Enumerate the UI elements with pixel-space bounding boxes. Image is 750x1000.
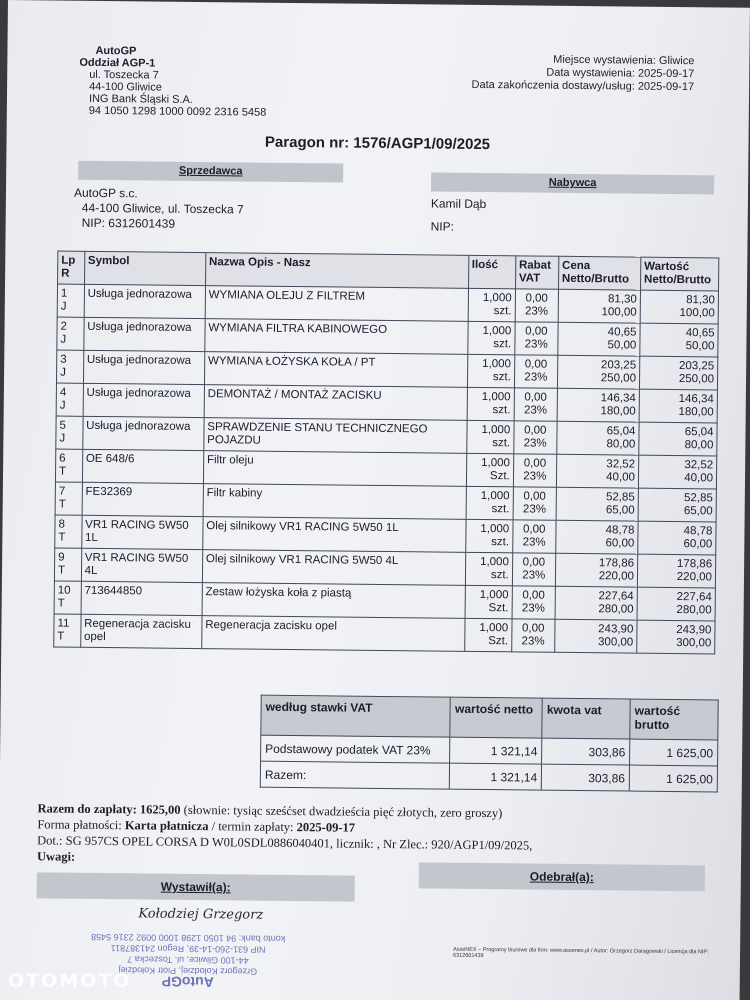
- row-price: 243,90 300,00: [555, 619, 637, 653]
- row-name: WYMIANA FILTRA KABINOWEGO: [205, 319, 468, 355]
- col-name: Nazwa Opis - Nasz: [205, 253, 468, 289]
- row-qty: 1,000 szt.: [467, 387, 515, 420]
- buyer-name: Kamil Dąb: [430, 196, 487, 212]
- row-rabat: 0,00 23%: [513, 454, 556, 487]
- row-symbol: VR1 RACING 5W50 1L: [81, 515, 202, 549]
- total-words: (słownie: tysiąc sześćset dwadzieścia pięć złotych, zero groszy): [183, 802, 503, 821]
- table-row: [54, 614, 715, 654]
- seller-header: [79, 45, 267, 119]
- row-name: Filtr oleju: [203, 451, 466, 487]
- row-value: 81,30 100,00: [640, 290, 718, 324]
- row-symbol: Usługa jednorazowa: [84, 317, 205, 351]
- row-value: 243,90 300,00: [637, 620, 715, 654]
- stamp-owners: Grzegorz Kołodziej, Piotr Kołodziej: [118, 965, 258, 977]
- company-name: AutoGP: [95, 44, 137, 58]
- row-price: 52,85 65,00: [556, 487, 638, 521]
- row-price: 203,25 250,00: [557, 355, 639, 389]
- row-price: 48,78 60,00: [556, 520, 638, 554]
- row-value: 227,64 280,00: [637, 587, 715, 621]
- vat-summary-table: [260, 695, 719, 793]
- row-rabat: 0,00 23%: [512, 586, 555, 619]
- row-lp: 4 J: [56, 383, 83, 416]
- row-price: 65,04 80,00: [557, 421, 639, 455]
- row-qty: 1,000 Szt.: [466, 453, 514, 486]
- row-name: WYMIANA ŁOŻYSKA KOŁA / PT: [204, 352, 467, 388]
- issue-place: Miejsce wystawienia: Gliwice: [553, 53, 695, 68]
- vat-total-gross: 1 625,00: [629, 765, 717, 792]
- row-qty: 1,000 szt.: [467, 354, 515, 387]
- row-price: 178,86 220,00: [555, 553, 637, 587]
- payment-mid: / termin zapłaty:: [211, 819, 294, 835]
- delivery-date: Data zakończenia dostawy/usług: 2025-09-17: [471, 78, 695, 94]
- row-value: 178,86 220,00: [637, 554, 715, 588]
- company-city: 44-100 Gliwice: [89, 80, 162, 94]
- vat-row-label: Podstawowy podatek VAT 23%: [261, 735, 451, 763]
- row-price: 32,52 40,00: [556, 454, 638, 488]
- row-value: 48,78 60,00: [638, 521, 716, 555]
- vat-row-total: [260, 761, 717, 792]
- vat-row-net: 1 321,14: [450, 737, 542, 764]
- issued-by-label: Wystawił(a):: [160, 879, 231, 895]
- row-symbol: Regeneracja zacisku opel: [80, 614, 201, 648]
- row-rabat: 0,00 23%: [514, 388, 557, 421]
- document-title: Paragon nr: 1576/AGP1/09/2025: [264, 133, 491, 154]
- place-dates: [471, 53, 694, 94]
- row-name: Zestaw łożyska koła z piastą: [202, 583, 465, 619]
- company-bank: ING Bank Śląski S.A.: [88, 92, 193, 106]
- row-qty: 1,000 szt.: [468, 288, 516, 321]
- col-value: Wartość Netto/Brutto: [640, 257, 718, 291]
- vat-total-vat: 303,86: [542, 764, 630, 791]
- row-lp: 9 T: [54, 548, 81, 581]
- row-qty: 1,000 Szt.: [464, 618, 512, 651]
- row-rabat: 0,00 23%: [512, 520, 555, 553]
- row-qty: 1,000 szt.: [467, 321, 515, 354]
- row-symbol: Usługa jednorazowa: [82, 416, 203, 450]
- total-label: Razem do zapłaty: 1625,00: [37, 801, 181, 817]
- row-symbol: Usługa jednorazowa: [84, 284, 205, 318]
- row-qty: 1,000 szt.: [465, 552, 513, 585]
- buyer-label: Nabywca: [548, 176, 597, 190]
- notes-label: Uwagi:: [36, 849, 76, 864]
- row-symbol: Usługa jednorazowa: [83, 383, 204, 417]
- row-value: 65,04 80,00: [639, 422, 717, 456]
- row-lp: 2 J: [57, 317, 84, 350]
- row-lp: 5 J: [56, 416, 83, 449]
- seller-name: AutoGP s.c.: [73, 185, 138, 201]
- col-symbol: Symbol: [84, 251, 205, 285]
- row-lp: 10 T: [54, 581, 81, 614]
- buyer-bar: [431, 172, 714, 194]
- row-value: 203,25 250,00: [639, 356, 717, 390]
- vat-col-rate: według stawki VAT: [261, 695, 451, 737]
- row-name: SPRAWDZENIE STANU TECHNICZNEGO POJAZDU: [204, 418, 467, 454]
- col-rabat: Rabat VAT: [515, 256, 558, 289]
- row-name: Olej silnikowy VR1 RACING 5W50 4L: [202, 550, 465, 586]
- row-name: Regeneracja zacisku opel: [202, 616, 465, 652]
- row-value: 32,52 40,00: [638, 455, 716, 489]
- buyer-nip: NIP:: [430, 219, 455, 234]
- row-symbol: 713644850: [81, 581, 202, 615]
- row-name: WYMIANA OLEJU Z FILTREM: [205, 286, 468, 322]
- software-note: AsseNEX – Programy biurowe dla firm: www.assenex.pl / Autor: Grzegorz Daragowski / Licencja dla NIP: 6312601439: [452, 946, 709, 960]
- row-rabat: 0,00 23%: [514, 355, 557, 388]
- row-qty: 1,000 Szt.: [465, 585, 513, 618]
- payment-date: 2025-09-17: [296, 820, 356, 835]
- seller-address: 44-100 Gliwice, ul. Toszecka 7: [81, 200, 244, 217]
- issued-by-bar: [37, 872, 355, 901]
- row-value: 52,85 65,00: [638, 488, 716, 522]
- row-qty: 1,000 szt.: [465, 519, 513, 552]
- row-symbol: OE 648/6: [82, 449, 203, 483]
- stamp-nip: NIP 631-260-14-39, Regon 241387811: [110, 943, 266, 955]
- row-name: DEMONTAŻ / MONTAŻ ZACISKU: [204, 385, 467, 421]
- row-rabat: 0,00 23%: [512, 553, 555, 586]
- vat-row-gross: 1 625,00: [630, 739, 718, 766]
- row-lp: 11 T: [54, 614, 81, 647]
- stamp-name: AutoGP: [161, 973, 214, 991]
- row-name: Olej silnikowy VR1 RACING 5W50 1L: [203, 517, 466, 553]
- stamp-address: 44-100 Gliwice, ul. Toszecka 7: [127, 954, 249, 966]
- payment-prefix: Forma płatności:: [37, 817, 122, 833]
- row-lp: 6 T: [55, 449, 82, 482]
- company-branch: Oddział AGP-1: [79, 56, 156, 70]
- col-price: Cena Netto/Brutto: [558, 256, 640, 290]
- items-table: [53, 251, 719, 655]
- row-symbol: Usługa jednorazowa: [83, 350, 204, 384]
- row-lp: 8 T: [55, 515, 82, 548]
- row-symbol: VR1 RACING 5W50 4L: [81, 548, 202, 582]
- row-name: Filtr kabiny: [203, 484, 466, 520]
- row-price: 146,34 180,00: [557, 388, 639, 422]
- col-lp: Lp R: [58, 251, 85, 284]
- vat-total-label: Razem:: [260, 761, 450, 789]
- vat-col-net: wartość netto: [450, 697, 542, 738]
- row-lp: 1 J: [57, 284, 84, 317]
- received-by-label: Odebrał(a):: [529, 869, 594, 885]
- row-qty: 1,000 szt.: [466, 486, 514, 519]
- row-lp: 7 T: [55, 482, 82, 515]
- row-rabat: 0,00 23%: [515, 322, 558, 355]
- buyer-block: [431, 196, 487, 235]
- vat-col-vat: kwota vat: [542, 698, 630, 739]
- document-reference: Dot.: SG 957CS OPEL CORSA D W0L0SDL0886040401, licznik: , Nr Zlec.: 920/AGP1/09/2025,: [37, 833, 533, 853]
- row-lp: 3 J: [56, 350, 83, 383]
- row-symbol: FE32369: [82, 482, 203, 516]
- row-rabat: 0,00 23%: [513, 487, 556, 520]
- seller-nip: NIP: 6312601439: [81, 215, 176, 231]
- row-value: 40,65 50,00: [640, 323, 718, 357]
- vat-col-gross: wartość brutto: [630, 699, 718, 740]
- row-qty: 1,000 szt.: [466, 420, 514, 453]
- vat-header-row: [261, 695, 718, 740]
- received-by-bar: [419, 862, 705, 891]
- vat-total-net: 1 321,14: [450, 763, 542, 790]
- issue-date: Data wystawienia: 2025-09-17: [546, 66, 695, 81]
- stamp-account: konto bank: 94 1050 1298 1000 0092 2316 5458: [91, 931, 286, 944]
- row-value: 146,34 180,00: [639, 389, 717, 423]
- company-street: ul. Toszecka 7: [89, 68, 159, 82]
- handwritten-signature: Kołodziej Grzegorz: [138, 906, 264, 923]
- payment-method: Karta płatnicza: [124, 818, 209, 834]
- seller-block: [74, 186, 244, 233]
- payment-footer: [37, 800, 533, 869]
- company-account: 94 1050 1298 1000 0092 2316 5458: [88, 104, 267, 119]
- row-price: 227,64 280,00: [555, 586, 637, 620]
- row-rabat: 0,00 23%: [515, 289, 558, 322]
- col-qty: Ilość: [468, 255, 516, 288]
- vat-row-vat: 303,86: [542, 738, 630, 765]
- seller-bar: [78, 161, 343, 183]
- row-price: 40,65 50,00: [558, 322, 640, 356]
- seller-label: Sprzedawca: [178, 164, 243, 178]
- row-rabat: 0,00 23%: [514, 421, 557, 454]
- row-rabat: 0,00 23%: [511, 619, 554, 652]
- watermark-logo: OTOMOTO: [8, 970, 132, 992]
- row-price: 81,30 100,00: [558, 289, 640, 323]
- items-body: [54, 284, 719, 654]
